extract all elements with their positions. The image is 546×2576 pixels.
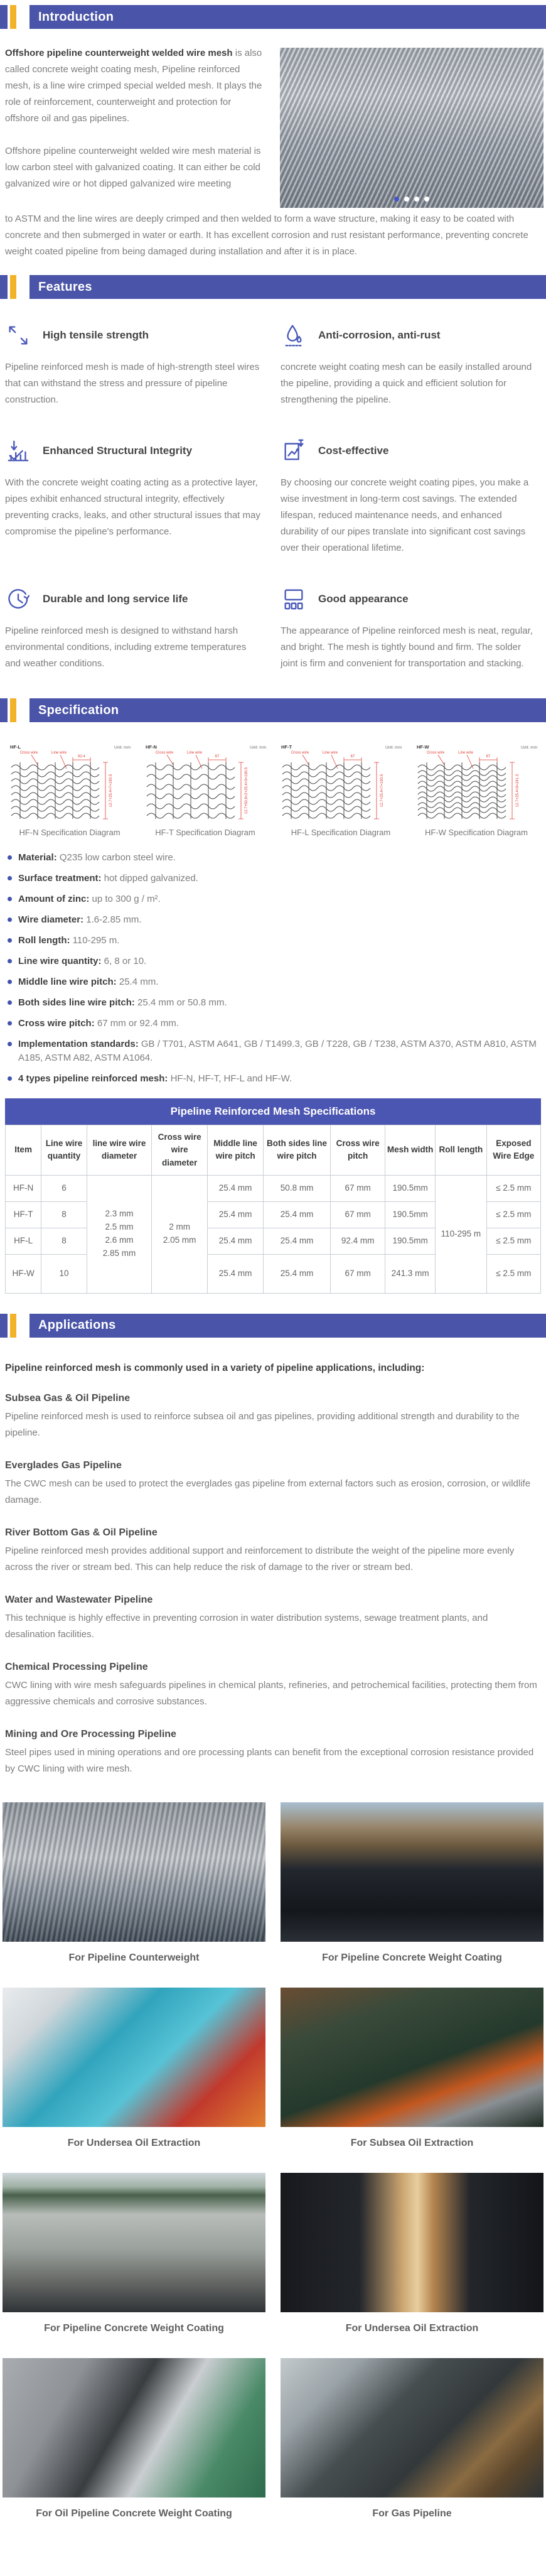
feature-anti-corrosion: [281, 320, 540, 408]
spec-bullet-both-sides-pitch: Both sides line wire pitch: 25.4 mm or 50.8 mm.: [6, 996, 540, 1010]
applications-section-header: [0, 1314, 546, 1338]
photo-gas-pipeline: [281, 2358, 543, 2498]
gallery-caption: For Pipeline Concrete Weight Coating: [322, 1952, 502, 1963]
bullet-dot: [8, 897, 12, 901]
feature-structural-integrity: [5, 436, 264, 556]
svg-text:Unit: mm: Unit: mm: [114, 745, 131, 750]
cell-edge: ≤ 2.5 mm: [486, 1254, 540, 1293]
introduction-title: Introduction: [38, 9, 114, 24]
cell-cross-pitch: 67 mm: [331, 1254, 385, 1293]
header-edge-yellow-bar: [10, 1314, 16, 1338]
application-photo-gallery: [0, 1777, 546, 2519]
gallery-item-3: [3, 1988, 265, 2149]
photo-oil-pipeline-concrete-weight-coating: [3, 2358, 265, 2498]
svg-text:Line wire: Line wire: [322, 751, 338, 755]
cell-both-pitch: 25.4 mm: [264, 1201, 331, 1228]
col-cross-wire-diameter: Cross wire wire diameter: [152, 1125, 208, 1176]
application-everglades-gas: [5, 1460, 540, 1508]
svg-text:Line wire: Line wire: [186, 751, 203, 755]
col-mesh-width: Mesh width: [385, 1125, 436, 1176]
bullet-dot: [8, 938, 12, 943]
col-middle-line-wire-pitch: Middle line wire pitch: [208, 1125, 264, 1176]
spec-bullet-roll-length: Roll length: 110-295 m.: [6, 934, 540, 948]
cell-edge: ≤ 2.5 mm: [486, 1201, 540, 1228]
svg-text:HF-N: HF-N: [146, 744, 157, 750]
spec-bullet-standards: Implementation standards: GB / T701, ASTM A641, GB / T1499.3, GB / T228, GB / T238, ASTM A370, ASTM A810, ASTM A185, ASTM A82, ASTM A1064.: [6, 1037, 540, 1065]
application-body: This technique is highly effective in preventing corrosion in water distribution systems, sewage treatment plants, and desalination facilities.: [5, 1612, 488, 1640]
cell-middle-pitch: 25.4 mm: [208, 1175, 264, 1201]
spec-diagram-3: [275, 741, 407, 837]
photo-pipeline-concrete-weight-coating-2: [3, 2173, 265, 2312]
cell-mesh-width: 190.5mm: [385, 1228, 436, 1254]
feature-body: With the concrete weight coating acting as a protective layer, pipes exhibit enhanced structural integrity, effectively preventing cracks, leaks, and other structural issues that may compromise the pipeline's performance.: [5, 477, 260, 537]
svg-text:67: 67: [486, 755, 491, 759]
applications-title: Applications: [38, 1318, 116, 1333]
photo-undersea-oil-extraction-2: [281, 2173, 543, 2312]
carousel-dot-2[interactable]: [404, 197, 409, 202]
carousel-dots: [394, 197, 429, 202]
col-cross-wire-pitch: Cross wire pitch: [331, 1125, 385, 1176]
svg-text:12.7+25.4×9=241.3: 12.7+25.4×9=241.3: [516, 774, 520, 808]
feature-high-tensile-strength: [5, 320, 264, 408]
svg-text:Line wire: Line wire: [458, 751, 474, 755]
spec-bullet-types: 4 types pipeline reinforced mesh: HF-N, HF-T, HF-L and HF-W.: [6, 1072, 540, 1086]
svg-text:Cross wire: Cross wire: [426, 751, 445, 755]
intro-bold-lead: Offshore pipeline counterweight welded wire mesh: [5, 48, 233, 58]
application-title: Chemical Processing Pipeline: [5, 1661, 148, 1672]
gallery-item-6: [281, 2173, 543, 2334]
svg-text:12.7+25.4×7=190.5: 12.7+25.4×7=190.5: [380, 774, 384, 808]
application-body: Steel pipes used in mining operations and ore processing plants can benefit from the exceptional corrosion resistance provided by CWC lining with wire mesh.: [5, 1746, 534, 1774]
svg-text:67: 67: [350, 755, 355, 759]
header-edge-blue-bar: [0, 698, 8, 722]
svg-text:HF-W: HF-W: [417, 744, 429, 750]
intro-paragraph-1-rest: is also called concrete weight coating mesh, Pipeline reinforced mesh, is a line wire crimped special welded mesh. It plays the role of reinforcement, counterweight and protection for offshore oil and gas pipelines.: [5, 48, 262, 124]
feature-title: Good appearance: [318, 593, 409, 605]
spec-bullet-middle-pitch: Middle line wire pitch: 25.4 mm.: [6, 975, 540, 989]
clock-icon: [5, 586, 31, 612]
cell-qty: 8: [41, 1201, 87, 1228]
bullet-dot: [8, 1000, 12, 1005]
application-body: Pipeline reinforced mesh provides additional support and reinforcement to distribute the weight of the pipeline more evenly across the river or stream bed. This can help reduce the risk of damage to the river or stream bed.: [5, 1545, 515, 1572]
spec-bullet-surface-treatment: Surface treatment: hot dipped galvanized.: [6, 872, 540, 885]
feature-body: Pipeline reinforced mesh is made of high-strength steel wires that can withstand the stress and pressure of pipeline construction.: [5, 362, 260, 405]
col-item: Item: [6, 1125, 41, 1176]
gallery-caption: For Pipeline Concrete Weight Coating: [44, 2322, 224, 2334]
feature-body: Pipeline reinforced mesh is designed to withstand harsh environmental conditions, including extreme temperatures and weather conditions.: [5, 625, 247, 669]
svg-text:Line wire: Line wire: [51, 751, 67, 755]
bullet-dot: [8, 1021, 12, 1026]
cell-both-pitch: 25.4 mm: [264, 1254, 331, 1293]
header-edge-yellow-bar: [10, 275, 16, 299]
cell-middle-pitch: 25.4 mm: [208, 1254, 264, 1293]
mesh-drawing: [275, 741, 407, 824]
intro-paragraph-2: Offshore pipeline counterweight welded wire mesh material is low carbon steel with galvanized coating. It can either be cold galvanized wire or hot dipped galvanized wire meeting: [5, 146, 261, 189]
structure-chart-icon: [5, 438, 31, 464]
applications-intro: Pipeline reinforced mesh is commonly used in a variety of pipeline applications, including:: [5, 1362, 425, 1373]
gallery-item-8: [281, 2358, 543, 2519]
cell-edge: ≤ 2.5 mm: [486, 1228, 540, 1254]
application-body: CWC lining with wire mesh safeguards pipelines in chemical plants, refineries, and petrochemical facilities, protecting them from aggressive chemicals and corrosive substances.: [5, 1679, 537, 1707]
application-title: Everglades Gas Pipeline: [5, 1459, 122, 1471]
spec-diagram-4: [410, 741, 542, 837]
mesh-drawing: [4, 741, 136, 824]
spec-table: [5, 1125, 541, 1294]
svg-text:Cross wire: Cross wire: [19, 751, 38, 755]
table-row-hfn: [6, 1175, 541, 1201]
cell-item: HF-T: [6, 1201, 41, 1228]
specification-section-header: [0, 698, 546, 722]
application-mining-ore: [5, 1729, 540, 1777]
cell-mesh-width: 190.5mm: [385, 1175, 436, 1201]
header-edge-yellow-bar: [10, 698, 16, 722]
gallery-item-1: [3, 1802, 265, 1964]
spec-diagram-1: [4, 741, 136, 837]
feature-title: High tensile strength: [43, 329, 149, 341]
diagram-caption: HF-N Specification Diagram: [19, 828, 120, 837]
header-edge-blue-bar: [0, 275, 8, 299]
table-header-row: [6, 1125, 541, 1176]
cell-item: HF-N: [6, 1175, 41, 1201]
carousel-dot-3[interactable]: [414, 197, 419, 202]
application-title: River Bottom Gas & Oil Pipeline: [5, 1527, 158, 1538]
spec-table-block: [5, 1098, 541, 1294]
specification-banner: [29, 698, 546, 722]
feature-body: The appearance of Pipeline reinforced mesh is neat, regular, and bright. The mesh is tightly bound and firm. The solder joint is firm and convenient for transportation and stacking.: [281, 625, 533, 669]
application-title: Water and Wastewater Pipeline: [5, 1594, 153, 1605]
feature-title: Enhanced Structural Integrity: [43, 445, 193, 457]
svg-text:Cross wire: Cross wire: [291, 751, 309, 755]
bullet-dot: [8, 917, 12, 922]
introduction-banner: [29, 5, 546, 29]
header-edge-blue-bar: [0, 1314, 8, 1338]
introduction-section-header: [0, 5, 546, 29]
spec-bullet-cross-pitch: Cross wire pitch: 67 mm or 92.4 mm.: [6, 1017, 540, 1031]
cell-edge: ≤ 2.5 mm: [486, 1175, 540, 1201]
intro-image-carousel: [280, 48, 543, 208]
cell-cross-pitch: 67 mm: [331, 1201, 385, 1228]
gallery-item-4: [281, 1988, 543, 2149]
bullet-dot: [8, 876, 12, 880]
application-body: Pipeline reinforced mesh is used to reinforce subsea oil and gas pipelines, providing additional strength and durability to the pipeline.: [5, 1410, 520, 1438]
cell-qty: 8: [41, 1228, 87, 1254]
svg-text:Unit: mm: Unit: mm: [521, 745, 537, 750]
feature-good-appearance: [281, 584, 540, 672]
panels-icon: [281, 586, 307, 612]
application-body: The CWC mesh can be used to protect the everglades gas pipeline from external factors such as erosion, corrosion, or wildlife damage.: [5, 1478, 531, 1505]
svg-text:Cross wire: Cross wire: [155, 751, 174, 755]
cell-cross-pitch: 67 mm: [331, 1175, 385, 1201]
features-section-header: [0, 275, 546, 299]
carousel-dot-4[interactable]: [424, 197, 429, 202]
bullet-dot: [8, 1076, 12, 1081]
feature-body: By choosing our concrete weight coating pipes, you make a wise investment in long-term cost savings. The extended lifespan, reduced maintenance needs, and enhanced durability of our pipes translate into significant cost savings over their operational lifetime.: [281, 477, 529, 553]
diagram-caption: HF-L Specification Diagram: [291, 828, 391, 837]
mesh-drawing: [410, 741, 542, 824]
svg-text:Unit: mm: Unit: mm: [385, 745, 402, 750]
gallery-caption: For Oil Pipeline Concrete Weight Coating: [36, 2508, 232, 2519]
cell-qty: 6: [41, 1175, 87, 1201]
gallery-item-2: [281, 1802, 543, 1964]
header-edge-yellow-bar: [10, 5, 16, 29]
svg-text:Unit: mm: Unit: mm: [250, 745, 266, 750]
application-title: Subsea Gas & Oil Pipeline: [5, 1392, 131, 1404]
cell-line-wire-diameter: 2.3 mm 2.5 mm 2.6 mm 2.85 mm: [87, 1175, 151, 1293]
intro-paragraph-1: [5, 45, 265, 127]
bottom-whitespace: [0, 2519, 546, 2576]
carousel-dot-1[interactable]: [394, 197, 399, 202]
cell-both-pitch: 50.8 mm: [264, 1175, 331, 1201]
introduction-text-column: [5, 45, 265, 208]
diagram-caption: HF-T Specification Diagram: [155, 828, 255, 837]
col-both-sides-line-wire-pitch: Both sides line wire pitch: [264, 1125, 331, 1176]
diagram-caption: HF-W Specification Diagram: [425, 828, 528, 837]
feature-body: concrete weight coating mesh can be easily installed around the pipeline, providing a quick and efficient solution for strengthening the pipeline.: [281, 362, 532, 405]
cell-both-pitch: 25.4 mm: [264, 1228, 331, 1254]
header-edge-blue-bar: [0, 5, 8, 29]
gallery-item-7: [3, 2358, 265, 2519]
cell-roll-length: 110-295 m: [436, 1175, 487, 1293]
feature-title: Anti-corrosion, anti-rust: [318, 329, 441, 341]
cell-cross-pitch: 92.4 mm: [331, 1228, 385, 1254]
svg-text:12.7+50.8×2+25.4×3=190.5: 12.7+50.8×2+25.4×3=190.5: [245, 767, 249, 814]
cost-chart-icon: [281, 438, 307, 464]
gallery-caption: For Gas Pipeline: [372, 2508, 452, 2519]
bullet-dot: [8, 959, 12, 963]
svg-text:12.7+25.4×7=190.5: 12.7+25.4×7=190.5: [109, 774, 113, 808]
feature-title: Durable and long service life: [43, 593, 188, 605]
svg-text:HF-L: HF-L: [10, 744, 21, 750]
col-line-wire-quantity: Line wire quantity: [41, 1125, 87, 1176]
intro-paragraph-3: to ASTM and the line wires are deeply crimped and then welded to form a wave structure, making it easy to be coated with concrete and then submerged in water or earth. It has excellent corrosion and rust resistant performance, preventing concrete weight coated pipeline from being damaged during installation and after it is in place.: [5, 214, 528, 257]
features-title: Features: [38, 279, 92, 294]
mesh-drawing: [139, 741, 271, 824]
bullet-dot: [8, 980, 12, 984]
bullet-dot: [8, 855, 12, 860]
col-roll-length: Roll length: [436, 1125, 487, 1176]
feature-durable: [5, 584, 264, 672]
application-river-bottom: [5, 1527, 540, 1576]
spec-diagram-2: [139, 741, 271, 837]
cell-cross-wire-diameter: 2 mm 2.05 mm: [152, 1175, 208, 1293]
cell-item: HF-W: [6, 1254, 41, 1293]
feature-cost-effective: [281, 436, 540, 556]
application-subsea-gas-oil: [5, 1393, 540, 1441]
gallery-caption: For Undersea Oil Extraction: [345, 2322, 479, 2334]
photo-subsea-oil-extraction: [281, 1988, 543, 2127]
bullet-dot: [8, 1042, 12, 1046]
feature-title: Cost-effective: [318, 445, 389, 457]
spec-bullet-wire-diameter: Wire diameter: 1.6-2.85 mm.: [6, 913, 540, 927]
introduction-section: [0, 29, 546, 208]
features-section: [0, 299, 546, 698]
cell-middle-pitch: 25.4 mm: [208, 1228, 264, 1254]
cell-mesh-width: 241.3 mm: [385, 1254, 436, 1293]
svg-text:67: 67: [215, 755, 220, 759]
spec-diagrams-row: [0, 722, 546, 840]
expand-arrows-icon: [5, 322, 31, 349]
photo-pipeline-counterweight: [3, 1802, 265, 1942]
application-water-wastewater: [5, 1594, 540, 1643]
gallery-caption: For Undersea Oil Extraction: [67, 2137, 201, 2148]
spec-bullet-line-wire-quantity: Line wire quantity: 6, 8 or 10.: [6, 955, 540, 968]
gallery-caption: For Pipeline Counterweight: [68, 1952, 200, 1963]
cell-qty: 10: [41, 1254, 87, 1293]
spec-bullet-material: Material: Q235 low carbon steel wire.: [6, 851, 540, 865]
droplet-icon: [281, 322, 307, 349]
spec-table-title: Pipeline Reinforced Mesh Specifications: [5, 1098, 541, 1125]
photo-pipeline-concrete-weight-coating: [281, 1802, 543, 1942]
svg-text:92.4: 92.4: [78, 755, 85, 759]
features-banner: [29, 275, 546, 299]
gallery-item-5: [3, 2173, 265, 2334]
applications-banner: [29, 1314, 546, 1338]
spec-bullet-zinc: Amount of zinc: up to 300 g / m².: [6, 892, 540, 906]
svg-text:HF-T: HF-T: [281, 744, 292, 750]
col-line-wire-diameter: line wire wire diameter: [87, 1125, 151, 1176]
spec-bullet-list: [0, 851, 546, 1086]
applications-section: [0, 1363, 546, 1777]
mesh-rolls-photo: [280, 48, 543, 208]
photo-undersea-oil-extraction: [3, 1988, 265, 2127]
gallery-caption: For Subsea Oil Extraction: [350, 2137, 474, 2148]
cell-item: HF-L: [6, 1228, 41, 1254]
specification-title: Specification: [38, 703, 119, 717]
application-title: Mining and Ore Processing Pipeline: [5, 1728, 176, 1740]
cell-mesh-width: 190.5mm: [385, 1201, 436, 1228]
application-chemical-processing: [5, 1662, 540, 1710]
col-exposed-wire-edge: Exposed Wire Edge: [486, 1125, 540, 1176]
cell-middle-pitch: 25.4 mm: [208, 1201, 264, 1228]
